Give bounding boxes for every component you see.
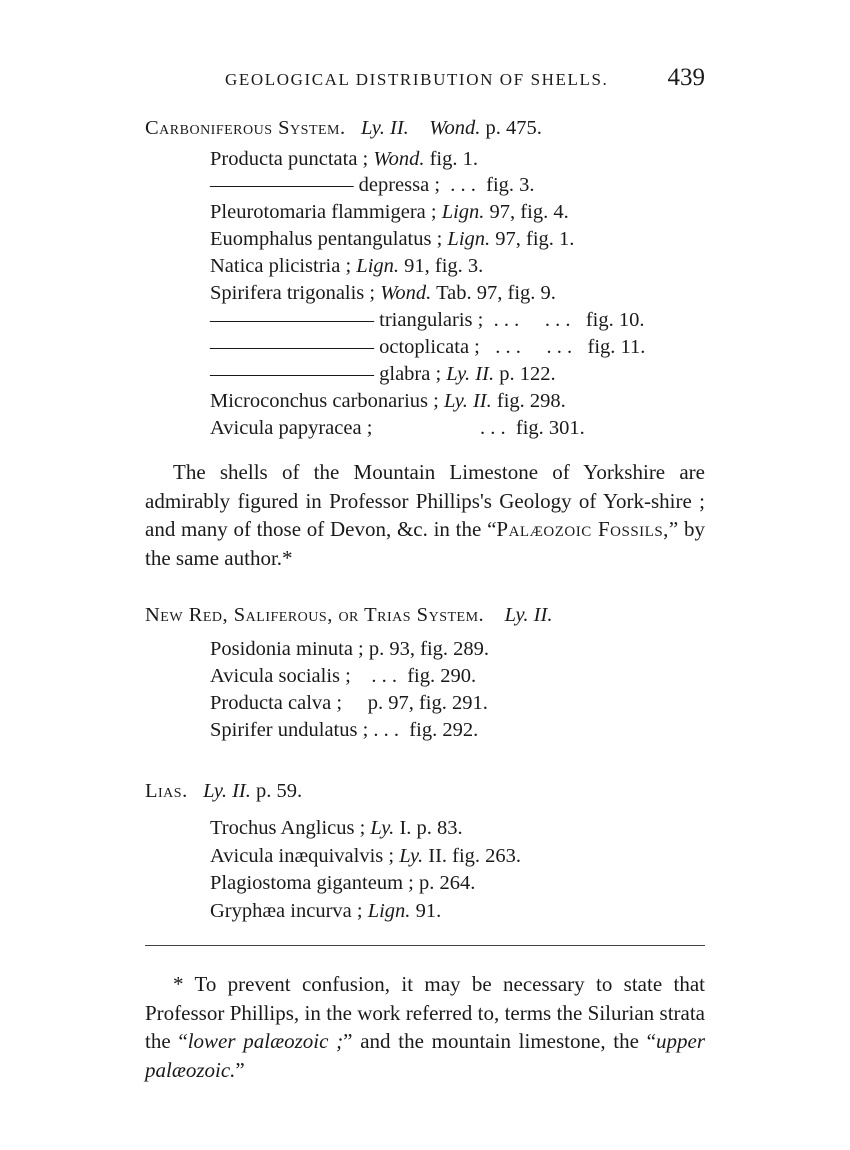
figure-ref: . . . fig. 292. [373, 719, 479, 741]
reference: Ly. II. [446, 363, 495, 385]
figure-ref: fig. 301. [515, 417, 585, 439]
list-item [210, 334, 645, 360]
list-item [210, 280, 556, 306]
section-title: New Red, Saliferous, or Trias System. [145, 604, 485, 626]
figure-ref: II. fig. 263. [428, 845, 522, 867]
list-item [210, 898, 441, 924]
reference: Lign. [447, 228, 491, 250]
species-name: Spirifer undulatus ; [210, 719, 369, 741]
figure-ref: 97, fig. 1. [495, 228, 575, 250]
species-name: Producta punctata ; [210, 148, 369, 170]
reference: Ly. II. [443, 390, 492, 412]
ditto-dash: ———————— [210, 336, 374, 358]
figure-ref: fig. 298. [496, 390, 566, 412]
reference: Wond. [429, 117, 481, 139]
figure-ref: p. 97, fig. 291. [367, 692, 488, 714]
species-name: Avicula papyracea ; [210, 417, 373, 439]
figure-ref: p. 264. [418, 872, 476, 894]
reference: Ly. [399, 845, 424, 867]
reference: Wond. [380, 282, 432, 304]
reference: Lign. [356, 255, 400, 277]
species-name: Avicula inæquivalvis ; [210, 845, 395, 867]
reference: Lign. [441, 201, 485, 223]
figure-ref: I. p. 83. [399, 817, 463, 839]
reference: Ly. II. [203, 780, 251, 802]
paragraph-text-part: The shells of the Mountain Limestone of Yorkshire are admirably figured in Professor Phillips's Geology of York-shire ; and many of those of Devon, &c. in the “ [145, 460, 705, 541]
body-paragraph [145, 458, 705, 572]
species-name: Gryphæa incurva ; [210, 900, 363, 922]
footnote-text-part: * To prevent confusion, it may be necessary to state that Professor Phillips, in the work referred to, terms the Silurian strata the “ [145, 972, 705, 1053]
species-name: triangularis ; [379, 309, 484, 331]
footnote-text-part: ” [235, 1057, 245, 1082]
species-name: Natica plicistria ; [210, 255, 352, 277]
species-name: Spirifera trigonalis ; [210, 282, 376, 304]
footnote-italic: lower palæozoic ; [187, 1029, 344, 1053]
species-name: glabra ; [379, 363, 442, 385]
list-item [210, 172, 535, 198]
paragraph-text [145, 458, 705, 572]
figure-ref: Tab. 97, fig. 9. [436, 282, 556, 304]
species-name: depressa ; [358, 174, 441, 196]
figure-ref: fig. 1. [429, 148, 478, 170]
leader-dots: . . . . . . [493, 309, 571, 331]
species-name: Posidonia minuta ; [210, 638, 364, 660]
footnote-italic: upper palæozoic. [145, 1029, 705, 1082]
list-item [210, 815, 463, 841]
reference: Wond. [373, 148, 425, 170]
section-title: Carboniferous System. [145, 117, 346, 139]
list-item [210, 870, 475, 896]
list-item [210, 307, 644, 333]
species-name: Plagiostoma giganteum ; [210, 872, 414, 894]
figure-ref: p. 122. [499, 363, 556, 385]
ditto-dash: ———————— [210, 309, 374, 331]
ditto-dash: ———————— [210, 363, 374, 385]
list-item [210, 663, 476, 689]
page-header [145, 64, 705, 94]
reference: Ly. II. [361, 117, 409, 139]
figure-ref: fig. 11. [587, 336, 646, 358]
list-item [210, 690, 488, 716]
page-number: 439 [667, 64, 705, 91]
list-item [210, 199, 569, 225]
footnote [145, 970, 705, 1084]
species-name: Trochus Anglicus ; [210, 817, 366, 839]
section-title: Lias. [145, 780, 188, 802]
species-name: Producta calva ; [210, 692, 343, 714]
reference: Ly. II. [504, 604, 553, 626]
list-item-figure [480, 415, 585, 441]
carboniferous-heading [145, 115, 542, 141]
leader-dots: . . . [480, 417, 506, 439]
list-item [210, 388, 566, 414]
figure-ref: fig. 3. [486, 174, 535, 196]
ditto-dash: ——————— [210, 174, 354, 196]
reference-page: p. 475. [485, 117, 542, 139]
species-name: Avicula socialis ; [210, 665, 351, 687]
list-item [210, 226, 574, 252]
paragraph-text-part: ” by the same author.* [145, 517, 705, 570]
footnote-text-part: ” and the mountain limestone, the “ [343, 1029, 656, 1053]
list-item [210, 146, 478, 172]
running-title: GEOLOGICAL DISTRIBUTION OF SHELLS. [225, 70, 609, 89]
leader-dots: . . . . . . [495, 336, 573, 358]
list-item [210, 361, 556, 387]
lias-heading [145, 778, 302, 804]
figure-ref: 91. [415, 900, 442, 922]
species-name: Pleurotomaria flammigera ; [210, 201, 437, 223]
species-name: Euomphalus pentangulatus ; [210, 228, 443, 250]
list-item [210, 253, 483, 279]
reference: Ly. [370, 817, 395, 839]
footnote-text [145, 970, 705, 1084]
figure-ref: p. 93, fig. 289. [368, 638, 490, 660]
reference: Lign. [367, 900, 411, 922]
species-name: Microconchus carbonarius ; [210, 390, 439, 412]
list-item [210, 415, 372, 441]
work-title: Palæozoic Fossils, [496, 517, 669, 541]
figure-ref: 97, fig. 4. [489, 201, 569, 223]
leader-dots: . . . [450, 174, 476, 196]
list-item [210, 843, 521, 869]
trias-heading [145, 602, 552, 628]
figure-ref: fig. 10. [585, 309, 645, 331]
figure-ref: 91, fig. 3. [404, 255, 484, 277]
reference-page: p. 59. [256, 780, 303, 802]
figure-ref: . . . fig. 290. [371, 665, 477, 687]
list-item [210, 636, 489, 662]
list-item [210, 717, 478, 743]
species-name: octoplicata ; [379, 336, 480, 358]
footnote-rule [145, 945, 705, 946]
